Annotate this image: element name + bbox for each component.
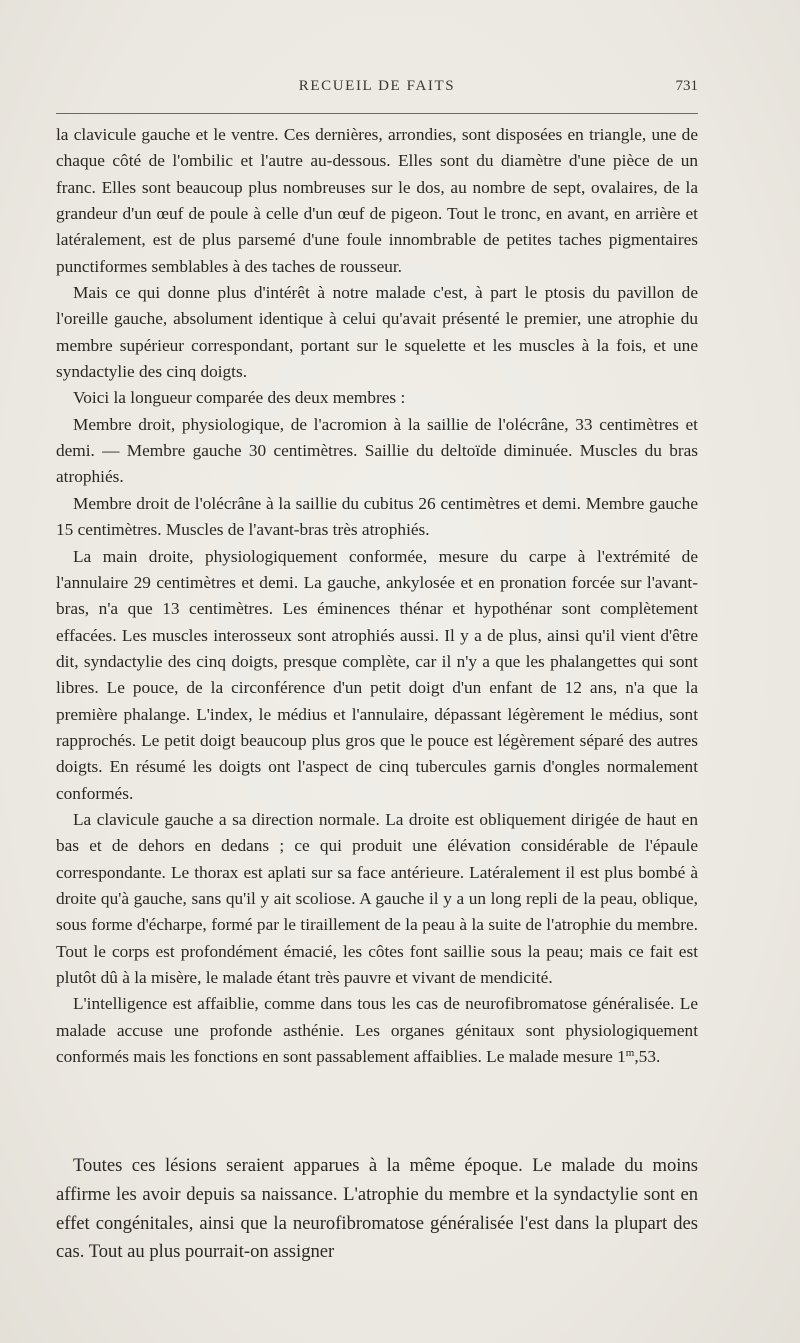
paragraph-5: Membre droit de l'olécrâne à la saillie du cubitus 26 centimètres et demi. Membre gauche 15 centimètres. Muscles de l'avant-bras très atrophiés. (56, 493, 698, 540)
paragraph-8-end: ,53. (634, 1047, 661, 1067)
paragraph-6: La main droite, physiologiquement conformée, mesure du carpe à l'extrémité de l'annulaire 29 centimètres et demi. La gauche, ankylosée et en pronation forcée sur l'avant-bras, n'a que 13 centimètres. Les éminences thénar et hypothénar sont complètement effacées. Les muscles interosseux sont atrophiés aussi. Il y a de plus, ainsi qu'il vient d'être dit, syndactylie des cinq doigts, presque complète, car il n'y a que les phalangettes qui sont libres. Le pouce, de la circonférence d'un petit doigt d'un enfant de 12 ans, n'a que la première phalange. L'index, le médius et l'annulaire, dépassant légèrement le médius, sont rapprochés. Le petit doigt beaucoup plus gros que le pouce est légèrement séparé des autres doigts. En résumé les doigts ont l'aspect de cinq tubercules garnis d'ongles normalement conformés. (56, 546, 698, 803)
meter-unit: m (625, 1047, 635, 1060)
header-rule (56, 113, 698, 114)
paragraph-3: Voici la longueur comparée des deux membres : (73, 388, 406, 408)
paragraph-7: La clavicule gauche a sa direction normale. La droite est obliquement dirigée de haut en bas et de dehors en dedans ; ce qui produit une élévation considérable de l'épaule correspondante. Le thorax est aplati sur sa face antérieure. Latéralement il est plus bombé à droite qu'à gauche, sans qu'il y ait scoliose. A gauche il y a un long repli de la peau, oblique, sous forme d'écharpe, formé par le tiraillement de la peau à la suite de l'atrophie du membre. Tout le corps est profondément émacié, les côtes font saillie sous la peau; mais ce fait est plutôt dû à la misère, le malade étant très pauvre et vivant de mendicité. (56, 809, 698, 987)
paragraph-8 (56, 991, 698, 1070)
conclusion-paragraph: Toutes ces lésions seraient apparues à la même époque. Le malade du moins affirme les avoir depuis sa naissance. L'atrophie du membre et la syndactylie sont en effet congénitales, ainsi que la neurofibromatose généralisée l'est dans la plupart des cas. Tout au plus pourrait-on assigner (56, 1155, 698, 1263)
paragraph-4: Membre droit, physiologique, de l'acromion à la saillie de l'olécrâne, 33 centimètres et demi. — Membre gauche 30 centimètres. Saillie du deltoïde diminuée. Muscles du bras atrophiés. (56, 414, 698, 487)
paragraph-1: la clavicule gauche et le ventre. Ces dernières, arrondies, sont disposées en triangle, une de chaque côté de l'ombilic et l'autre au-dessous. Elles sont du diamètre d'une pièce de un franc. Elles sont beaucoup plus nombreuses sur le dos, au nombre de sept, ovalaires, de la grandeur d'un œuf de poule à celle d'un œuf de pigeon. Tout le tronc, en avant, en arrière et latéralement, est de plus parsemé d'une foule innombrable de petites taches pigmentaires punctiformes semblables à des taches de rousseur. (56, 125, 698, 276)
page-number: 731 (675, 78, 698, 94)
paragraph-2: Mais ce qui donne plus d'intérêt à notre malade c'est, à part le ptosis du pavillon de l'oreille gauche, absolument identique à celui qu'avait présenté le premier, une atrophie du membre supérieur correspondant, portant sur le squelette et les muscles à la fois, et une syndactylie des cinq doigts. (56, 283, 698, 382)
conclusion-text (56, 1152, 698, 1267)
paragraph-8-text: L'intelligence est affaiblie, comme dans tous les cas de neurofibromatose généralisée. Le malade accuse une profonde asthénie. Les organes génitaux sont physiologiquement conformés mais les fonctions en sont passablement affaiblies. Le malade mesure 1 (56, 994, 698, 1067)
page-header (56, 78, 698, 102)
observation-text (56, 122, 698, 1070)
running-head: RECUEIL DE FAITS (298, 78, 456, 94)
